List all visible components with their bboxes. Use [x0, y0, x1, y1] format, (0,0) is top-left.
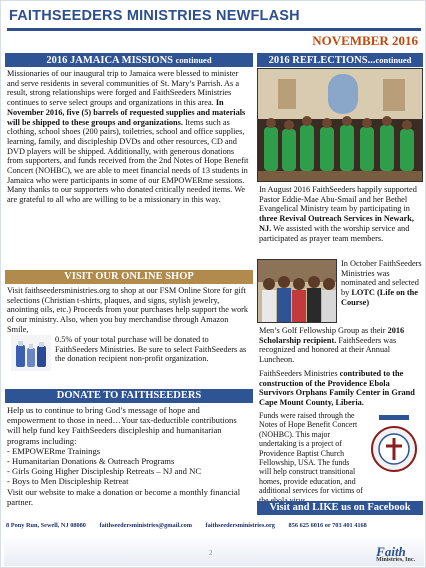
jamaica-heading — [5, 53, 253, 67]
donate-item: - Humanitarian Donations & Outreach Programs — [7, 456, 175, 467]
golf-fellowship-photo — [257, 259, 337, 323]
jamaica-paragraph-1: Missionaries of our inaugural trip to Jamaica were blessed to minister and serve residents in several communities of St. Mary’s Parrish. As a result, strong relationships were forged and FaithSeeders Ministries continues to serve select groups and organizations in this area. — [7, 69, 240, 108]
shop-body-1: Visit faithseedersministries.org to shop at our FSM Online Store for gift selections (Christian t-shirts, plaques, and signs, stylish jewelry, anointing oils, etc.) Proceeds from your purchases help support the work of our ministry. Also, when you buy merchandise through Amazon Smile, — [7, 286, 249, 334]
golf-text-bottom — [259, 326, 421, 365]
issue-date: NOVEMBER 2016 — [312, 33, 418, 48]
donate-item: - EMPOWERme Trainings — [7, 445, 101, 456]
golf-text-side — [341, 259, 423, 308]
shop-body-2: 0.5% of your total purchase will be donated to FaithSeeders Ministries. Be sure to select FaithSeeders as the donation recipient non-profit organization. — [55, 335, 247, 364]
donate-item: - Boys to Men Discipleship Retreat — [7, 476, 129, 487]
logo-subtext: Ministries, Inc. — [376, 557, 415, 563]
shop-heading: VISIT OUR ONLINE SHOP — [5, 270, 253, 284]
jamaica-paragraph-2: Items such as clothing, school shoes (200 pairs), toiletries, school and office supplies, learning, family, and discipleship DVDs and other resources, CD and DVD players will be shipped. Additionally, with generous donations from supporters, and funds received from the 2nd Notes of Hope Benefit Concert (NOHBC), we are able to meet financial needs of 13 students in Jamaica who were participants in some of our EMPOWERme sessions. Many thanks to our supporters who donated critically needed items. We are grateful to all who are willing to be a missionary in this way. — [7, 117, 249, 205]
jamaica-shipping-highlight: In November 2016, five (5) barrels of requested supplies and materials will be shipped to these groups and organizations. — [7, 98, 246, 127]
scholarship-highlight: 2016 Scholarship recipient. — [259, 326, 405, 345]
jamaica-heading-suffix: continued — [175, 55, 212, 65]
newsletter-title: FAITHSEEDERS MINISTRIES NEWFLASH — [9, 8, 300, 24]
donate-item: - Girls Going Higher Discipleship Retreats – NJ and NC — [7, 466, 202, 477]
jamaica-heading-text: 2016 JAMAICA MISSIONS — [46, 55, 174, 66]
newsletter-banner — [4, 5, 424, 51]
ebola-text-start: FaithSeeders Ministries — [259, 369, 338, 378]
providence-seal — [367, 411, 421, 495]
revival-text — [259, 185, 421, 243]
providence-baptist-seal-icon — [367, 411, 421, 495]
donate-intro: Help us to continue to bring God’s message of hope and empowerment to those in need…Your tax-deductible contributions will help fund key FaithSeeders discipleship and humanitarian programs including: — [7, 405, 237, 446]
reflections-heading — [257, 53, 423, 67]
revival-text-start: In August 2016 FaithSeeders happily supported Pastor Eddie-Mae Abu-Smail and her Bethel Evangelical Ministry team by participating in — [259, 185, 417, 214]
ebola-text-bottom: Funds were raised through the Notes of Hope Benefit Concert (NOHBC). This major undertaking is a project of Providence Baptist Church Fellowship, USA. The funds will help construct transitional homes, provide education, and additional services for victims of — [259, 411, 363, 496]
ebola-text-top — [259, 369, 421, 408]
donate-outro: Visit our website to make a donation or become a monthly financial partner. — [7, 486, 241, 507]
golf-text-start: In October FaithSeeders Ministries was nominated and selected by — [341, 259, 422, 298]
footer-address: 8 Pony Run, Sewell, NJ 08080 — [6, 522, 86, 529]
jamaica-body — [7, 69, 251, 205]
footer-phone: 856 625 6016 or 703 401 4168 — [288, 522, 367, 529]
revival-worship-photo — [257, 68, 423, 182]
golf-group-image — [258, 260, 337, 323]
revival-text-end: We assisted with the worship service and participated as prayer team members. — [259, 223, 410, 243]
revival-highlight: three Revival Outreach Services in Newark, NJ. — [259, 214, 414, 233]
reflections-heading-text: 2016 REFLECTIONS... — [268, 55, 376, 66]
reflections-heading-suffix: continued — [375, 55, 412, 65]
footer-website[interactable]: faithseedersministries.org — [205, 522, 275, 529]
anointing-oil-bottles-icon — [11, 335, 51, 371]
ebola-highlight: contributed to the construction of the Providence Ebola Survivors Orphans Family Center in Grand Cape Mount County, Liberia. — [259, 369, 415, 408]
faithseeders-logo — [376, 544, 415, 563]
footer-email[interactable]: faithseedersministries@gmail.com — [99, 522, 192, 529]
golf-text-end: FaithSeeders was recognized and honored at their Annual Luncheon. — [259, 335, 397, 365]
page-number: 2 — [209, 549, 213, 557]
products-photo — [11, 335, 51, 371]
facebook-link[interactable]: Visit and LIKE us on Facebook — [257, 501, 423, 515]
donate-heading: DONATE TO FAITHSEEDERS — [5, 389, 253, 403]
worship-team-image — [258, 69, 423, 182]
donate-body — [7, 405, 251, 507]
lotc-highlight: LOTC (Life on the Course) — [341, 288, 418, 307]
bottom-bar — [4, 536, 424, 566]
banner-rule — [7, 28, 421, 31]
logo-text: Faith — [376, 544, 406, 559]
contact-footer — [6, 522, 422, 529]
golf-text-mid: Men’s Golf Fellowship Group as their — [259, 326, 386, 335]
